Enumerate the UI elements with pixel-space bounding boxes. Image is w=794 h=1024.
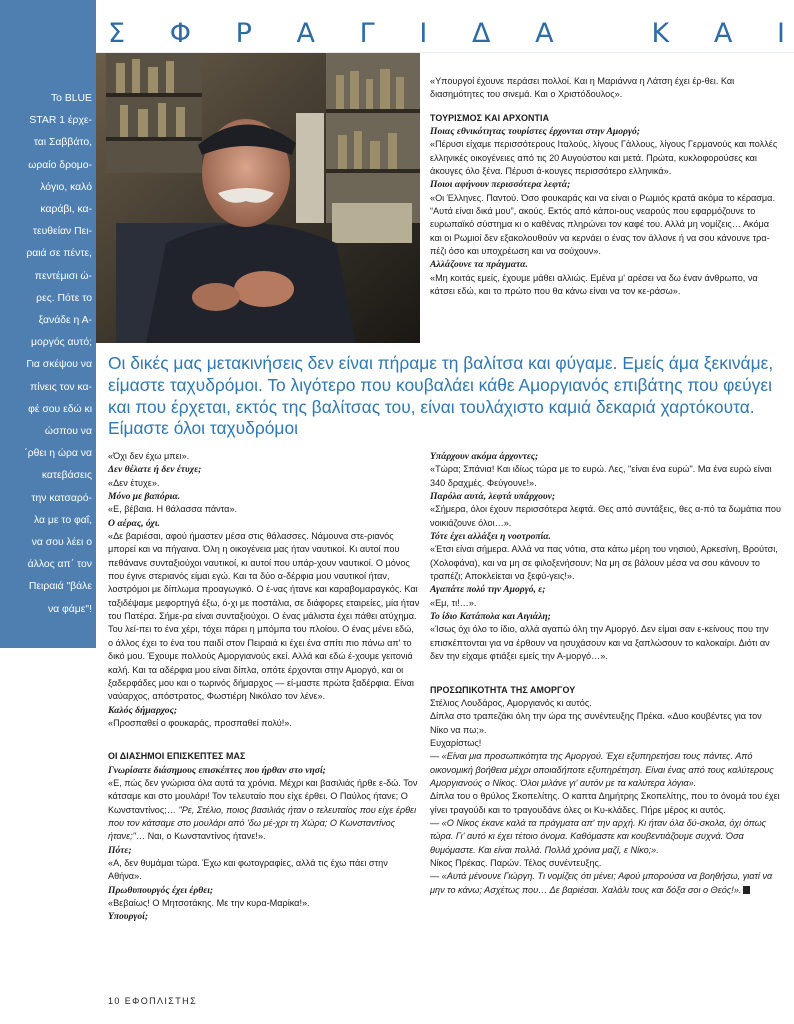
text-line: Δίπλα του ο θρύλος Σκοπελίτης. Ο καπτα Δημήτρης Σκοπελίτης, που το όνομά του έχει γίνει τραγούδι και το τραγουδάνε όλες οι Κυ-κλάδες. Πήρε μέρος κι αυτός. <box>430 791 780 815</box>
sidebar-line: φέ σου εδώ κι <box>28 403 92 415</box>
title-letter <box>598 18 610 49</box>
column-top-right <box>430 75 782 299</box>
section-heading-personality: ΠΡΟΣΩΠΙΚΟΤΗΤΑ ΤΗΣ ΑΜΟΡΓΟΥ <box>430 684 576 695</box>
end-of-article-icon <box>743 886 750 894</box>
column-right <box>430 450 782 897</box>
answer: «Βεβαίως! Ο Μητσοτάκης. Με την κυρα-Μαρίκα!». <box>108 898 310 908</box>
sidebar-line: πίνεις τον κα- <box>30 381 92 393</box>
sidebar-line: τευθείαν Πει- <box>32 226 92 238</box>
sidebar-blank-band <box>0 648 96 1024</box>
sidebar-line: λα με το φαΐ, <box>33 514 92 526</box>
question: Ποιας εθνικότητας τουρίστες έρχονται στην Αμοργό; <box>430 126 640 138</box>
sidebar-line: καράβι, κα- <box>40 204 92 216</box>
sidebar-line: άλλος απ΄ τον <box>27 559 92 571</box>
sidebar-line: Πειραιά "βάλε <box>28 581 92 593</box>
sidebar-line: ρες. Πότε το <box>36 292 92 304</box>
sidebar-text <box>8 88 92 621</box>
answer: «Ε, βέβαια. Η θάλασσα πάντα». <box>108 504 238 515</box>
closing-quote: — «Αυτά μένουνε Γιώργη. Τι νομίζεις ότι μένει; Αφού μπορούσα να βοηθήσω, γιατί να μην το κάνω; Ασχέτως που… Δε βαριέσαι. Χαλάλι τους και δόξα σοι ο Θεός!». <box>430 871 773 895</box>
portrait-photo <box>96 53 420 343</box>
sidebar-line: να σου λέει ο <box>31 537 92 549</box>
question: Παρόλα αυτά, λεφτά υπάρχουν; <box>430 491 556 503</box>
question: Αλλάζουνε τα πράγματα. <box>430 259 528 271</box>
sidebar-line: ραιά σε πέντε, <box>26 248 92 260</box>
title-letter: Κ <box>651 18 673 49</box>
page-title <box>108 18 788 49</box>
sidebar-line: κατεβάσεις <box>41 470 92 482</box>
answer-part: «Ε, πώς δεν γνώρισα όλα αυτά τα χρόνια. Μέχρι και βασιλιάς ήρθε ε-δώ. Τον κάτσαμε και στο μουλάρι! Τον τελευταίο που είχε έρθει. Ο Παύλος ήτανε; Ο Κωνσταντίνος;… <box>108 777 418 815</box>
answer: «Σήμερα, όλοι έχουν περισσότερα λεφτά. Θες από συντάξεις, θες α-πό τα δωμάτια που νοικιάζουνε όλοι…». <box>430 504 781 528</box>
text-line: Ευχαρίστως! <box>430 737 482 748</box>
title-letter: Φ <box>169 18 194 49</box>
section-heading-celebrities: ΟΙ ΔΙΑΣΗΜΟΙ ΕΠΙΣΚΕΠΤΕΣ ΜΑΣ <box>108 751 246 762</box>
text-line: Δίπλα στο τραπεζάκι όλη την ώρα της συνέντευξης Πρέκα. «Δυο κουβέντες για τον Νίκο να πω;». <box>430 711 762 735</box>
sidebar-line: λόγιο, καλό <box>40 181 92 193</box>
title-letter: Α <box>296 18 319 49</box>
answer: «Οι Έλληνες. Παντού. Όσο φουκαράς και να είναι ο Ρωμιός κρατά ακόμα το κέρασμα. “Αυτά είναι δικά μου”, ακούς. Εκτός από κάποι-ους νεαρούς που εφαρμόζουνε το ευρωπαϊκό σύστημα κι ο καθένας πληρώνει τον καφέ του. Αλλά μη νομίζεις… Ακόμα και οι Ρωμιοί δεν εξακολουθούν να κερνάει ο ένας τον άλλονε ή να σου κάνουνε τρα-πέζι όσο και υποχρέωση και να σούχουν». <box>430 192 775 257</box>
title-letter: Α <box>713 18 736 49</box>
quote-italic: — «Ο Νίκος έκανε καλά τα πράγματα απ' την αρχή. Κι ήταν όλα δύ-σκολα, όχι όπως τώρα. Γι' αυτό κι έχει τέτοιο όνομα. Καθόμαστε και κουβεντιάζουμε συχνά. Όσα θυμόμαστε. Και είναι πολλά. Πολλά χρόνια μαζί, ε Νίκο;». <box>430 817 767 855</box>
answer-quote-italic: "Ρε, Στέλιο, ποιος βασιλιάς ήταν ο τελευταίος που είχε έρθει που τον κάτσαμε στο μουλάρι από 'δω μέ-χρι τη Χώρα; Ο Κωνσταντίνος ήτανε;" <box>108 804 417 842</box>
question: Ο αέρας, όχι. <box>108 517 160 529</box>
text-line: Νίκος Πρέκας. Παρών. Τέλος συνέντευξης. <box>430 857 602 868</box>
answer: «Δεν έτυχε». <box>108 477 160 488</box>
question: Δεν θέλατε ή δεν έτυχε; <box>108 464 202 476</box>
question: Πότε; <box>108 844 132 856</box>
text-line: Στέλιος Λουδάρος, Αμοργιανός κι αυτός. <box>430 697 592 708</box>
pull-quote: Οι δικές μας μετακινήσεις δεν είναι πήραμε τη βαλίτσα και φύγαμε. Εμείς άμα ξεκινάμε, είμαστε ταχυδρόμοι. Το λιγότερο που κουβαλάει κάθε Αμοργιανός επιβάτης που φεύγει και που έρχεται, εκτός της βαλίτσας του, είναι τουλάχιστο καμιά δεκαριά χαρτόκουτα. Είμαστε όλοι ταχυδρόμοι <box>108 353 774 439</box>
answer: «Δε βαριέσαι, αφού ήμαστεν μέσα στις θάλασσες. Νάμουνα στε-ριανός μπορεί και να πήγαινα. Όλη η οικογένεια μας ήταν ναυτικοί. Κι αυτοί που πεθάνανε συνταξιούχοι ναυτικοί, κι αυτοί που υπάρ-χουν ναυτικοί. Ο μόνος που έγινε στεριανός είμαι εγώ. Και τα δύο α-δέρφια μου ναυτικοί ήταν, λοστρόμοι με δίπλωμα προαγωγικό. Ο έ-νας ήτανε και καραβομαραγκός. Και ταξιδέψαμε μεφορτηγά έξω, ό-χι με ποστάλια, σε διάφορες εταιρείες, μία ήταν του Πατέρα. Σήμε-ρα είναι συνταξιούχοι. Ο ένας μάλιστα έχει πάθει ατύχημα. Του λεί-πει το ένα χέρι, τόχει πάρει η μπόμπα του πλοίου. Ο ένας μένει εδώ, ο άλλος έχει το ένα του παιδί στον Πειραιά κι έχει ένα σπίτι πιο πάνω απ' το δικό μου. Έχουμε πολλούς Αμοργιανούς εκεί. Αλλά και εδώ έ-χουμε γειτονιά καλή. Και τα αδέρφια μου είναι δίπλα, οπότε έρχονται στην Αμοργό, και οι ξαδερφάδες μου και ο τωρινός δήμαρχος — εί-μαστε πρώτα ξαδέρφια. Είναι ναύαρχος, απόστρατος, Φωστιέρη Νικόλαο τον λένε». <box>108 531 420 702</box>
sidebar-strip <box>0 0 96 1024</box>
sidebar-line: To BLUE <box>50 93 92 104</box>
sidebar-line: ωραίο δρομο- <box>28 159 92 171</box>
sidebar-line: ΄ρθει η ώρα να <box>24 448 92 460</box>
title-letter: Σ <box>108 18 129 49</box>
answer: «Προσπαθεί ο φουκαράς, προσπαθεί πολύ!». <box>108 717 292 728</box>
question: Τότε έχει αλλάξει η νοοτροπία. <box>430 531 551 543</box>
sidebar-line: πεντέμισι ώ- <box>34 270 92 282</box>
quote-italic: — «Είναι μια προσωπικότητα της Αμοργού. Έχει εξυπηρετήσει τους πάντες. Από οικονομική βοήθεια μέχρι οποιαδήποτε εξυπηρέτηση. Είναι ένας από τους καλύτερους Αμοργιανούς ο Νίκος. Όλοι μιλάνε γι' αυτόν με τα καλύτερα λόγια». <box>430 751 774 788</box>
question: Υπουργοί; <box>108 911 149 923</box>
sidebar-line: Για σκέψου να <box>26 359 92 371</box>
sidebar-line: ται Σαββάτο, <box>33 137 92 149</box>
title-letter: Ι <box>419 18 431 49</box>
question: Πρωθυπουργός έχει έρθει; <box>108 884 214 896</box>
question: Μόνο με βαπόρια. <box>108 491 181 503</box>
column-left <box>108 450 420 924</box>
answer: «Εμ, τι!…». <box>430 597 477 608</box>
question: Ποιοι αφήνουν περισσότερα λεφτά; <box>430 179 571 191</box>
sidebar-line: STAR 1 έρχε- <box>29 115 92 127</box>
sidebar-line: να φάμε"! <box>47 603 92 615</box>
question: Γνωρίσατε διάσημους επισκέπτες που ήρθαν στο νησί; <box>108 764 326 776</box>
title-letter: Α <box>535 18 557 49</box>
answer <box>108 777 420 844</box>
answer: «Όχι δεν έχω μπει». <box>108 451 190 461</box>
answer: «Μη κοιτάς εμείς, έχουμε μάθει αλλιώς. Εμένα μ' αρέσει να δω έναν άνθρωπο, να κάτσει εδώ, και το πρώτο που θα κάνω είναι να τον κε-ράσω». <box>430 272 758 297</box>
answer-part: … Ναι, ο Κωνσταντίνος ήτανε!». <box>135 831 266 842</box>
section-heading-tourism: ΤΟΥΡΙΣΜΟΣ ΚΑΙ ΑΡΧΟΝΤΙΑ <box>430 112 550 123</box>
sidebar-line: μοργός αυτό; <box>30 337 92 349</box>
intro-paragraph: «Υπουργοί έχουνε περάσει πολλοί. Και η Μαριάννα η Λάτση έχει έρ-θει. Και διασημότητες του σινεμά. Και ο Χριστόδουλος». <box>430 76 735 100</box>
title-letter: Δ <box>471 18 494 49</box>
question: Το ίδιο Κατάπολα και Αιγιάλη; <box>430 611 551 623</box>
question: Υπάρχουν ακόμα άρχοντες; <box>430 451 539 462</box>
title-letter: Ι <box>776 18 788 49</box>
answer: «Τώρα; Σπάνια! Και ιδίως τώρα με το ευρώ. Λες, "είναι ένα ευρώ". Μα ένα ευρώ είναι 340 δραχμές. Φεύγουνε!». <box>430 464 772 488</box>
title-letter: Γ <box>359 18 378 49</box>
page-footer: 10 ΕΦΟΠΛΙΣΤΗΣ <box>108 996 198 1006</box>
answer: «Έτσι είναι σήμερα. Αλλά να πας νότια, στα κάτω μέρη του νησιού, Αρκεσίνη, Βρούτσι, (Χολοφάνα), και να μη σε φιλοξενήσουν; Να μη σε βάλουν μέσα να σου κάνουν το τραπέζι; Αποκλείεται να ξεφύ-γεις!». <box>430 544 778 582</box>
title-letter: Ρ <box>235 18 255 49</box>
answer: «Πέρυσι είχαμε περισσότερους Ιταλούς, λίγους Γάλλους, λίγους Γερμανούς και πολλές ελληνικές οικογένειες από τις 20 Αυγούστου και μετά. Πρώτα, κυκλοφορούσες και άκουγες όλο ξένα. Πέρυσι ά-κουγες περισσότερο ελληνικά». <box>430 139 778 177</box>
sidebar-line: ώσπου να <box>44 426 92 438</box>
sidebar-line: ξανάδε η Α- <box>38 315 92 327</box>
question: Καλός δήμαρχος; <box>108 704 178 716</box>
sidebar-line: την κατσαρό- <box>31 492 92 504</box>
answer: «Α, δεν θυμάμαι τώρα. Έχω και φωτογραφίες, αλλά τις έχω πάει στην Αθήνα». <box>108 857 388 882</box>
quote-italic <box>430 870 782 897</box>
question: Αγαπάτε πολύ την Αμοργό, ε; <box>430 584 546 596</box>
answer: «Ίσως όχι όλο το ίδιο, αλλά αγαπώ όλη την Αμοργό. Δεν είμαι σαν ε-κείνους που την επισκέπτονται για να έρθουν να ησυχάσουν και να ξαπλώσουν το καλοκαίρι. Διότι αν δεν την είχαμε φτιάξει εμείς την Α-μοργό…». <box>430 624 770 662</box>
